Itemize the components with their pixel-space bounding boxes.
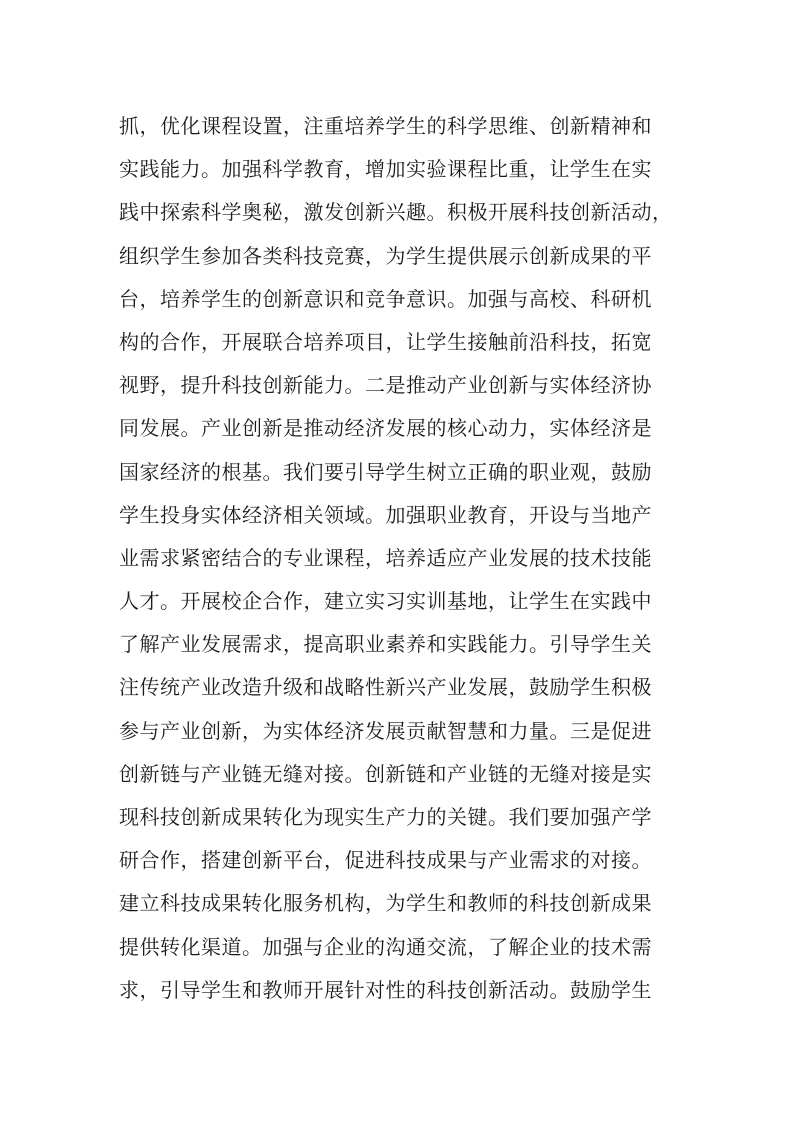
- text-line: 践中探索科学奥秘，激发创新兴趣。积极开展科技创新活动，: [119, 200, 673, 225]
- text-line: 提供转化渠道。加强与企业的沟通交流，了解企业的技术需: [119, 934, 652, 959]
- text-line: 现科技创新成果转化为现实生产力的关键。我们要加强产学: [119, 805, 652, 829]
- text-line: 组织学生参加各类科技竞赛，为学生提供展示创新成果的平: [119, 243, 652, 268]
- text-line: 求，引导学生和教师开展针对性的科技创新活动。鼓励学生: [119, 977, 652, 1002]
- text-line: 参与产业创新，为实体经济发展贡献智慧和力量。三是促进: [119, 718, 652, 743]
- text-line: 实践能力。加强科学教育，增加实验课程比重，让学生在实: [119, 157, 652, 182]
- text-line: 研合作，搭建创新平台，促进科技成果与产业需求的对接。: [119, 848, 652, 873]
- text-line: 学生投身实体经济相关领域。加强职业教育，开设与当地产: [119, 502, 652, 527]
- text-line: 创新链与产业链无缝对接。创新链和产业链的无缝对接是实: [119, 761, 652, 786]
- text-line: 国家经济的根基。我们要引导学生树立正确的职业观，鼓励: [119, 459, 652, 484]
- text-line: 同发展。产业创新是推动经济发展的核心动力，实体经济是: [119, 416, 652, 441]
- text-line: 台，培养学生的创新意识和竞争意识。加强与高校、科研机: [119, 286, 652, 311]
- text-line: 了解产业发展需求，提高职业素养和实践能力。引导学生关: [119, 632, 652, 657]
- body-paragraph: [119, 105, 679, 1012]
- text-line: 业需求紧密结合的专业课程，培养适应产业发展的技术技能: [119, 545, 652, 570]
- text-line: 抓，优化课程设置，注重培养学生的科学思维、创新精神和: [119, 114, 652, 138]
- text-line: 视野，提升科技创新能力。二是推动产业创新与实体经济协: [119, 373, 652, 398]
- text-line: 注传统产业改造升级和战略性新兴产业发展，鼓励学生积极: [119, 675, 652, 700]
- text-line: 构的合作，开展联合培养项目，让学生接触前沿科技，拓宽: [119, 329, 652, 354]
- text-line: 人才。开展校企合作，建立实习实训基地，让学生在实践中: [119, 589, 652, 614]
- text-line: 建立科技成果转化服务机构，为学生和教师的科技创新成果: [119, 891, 652, 916]
